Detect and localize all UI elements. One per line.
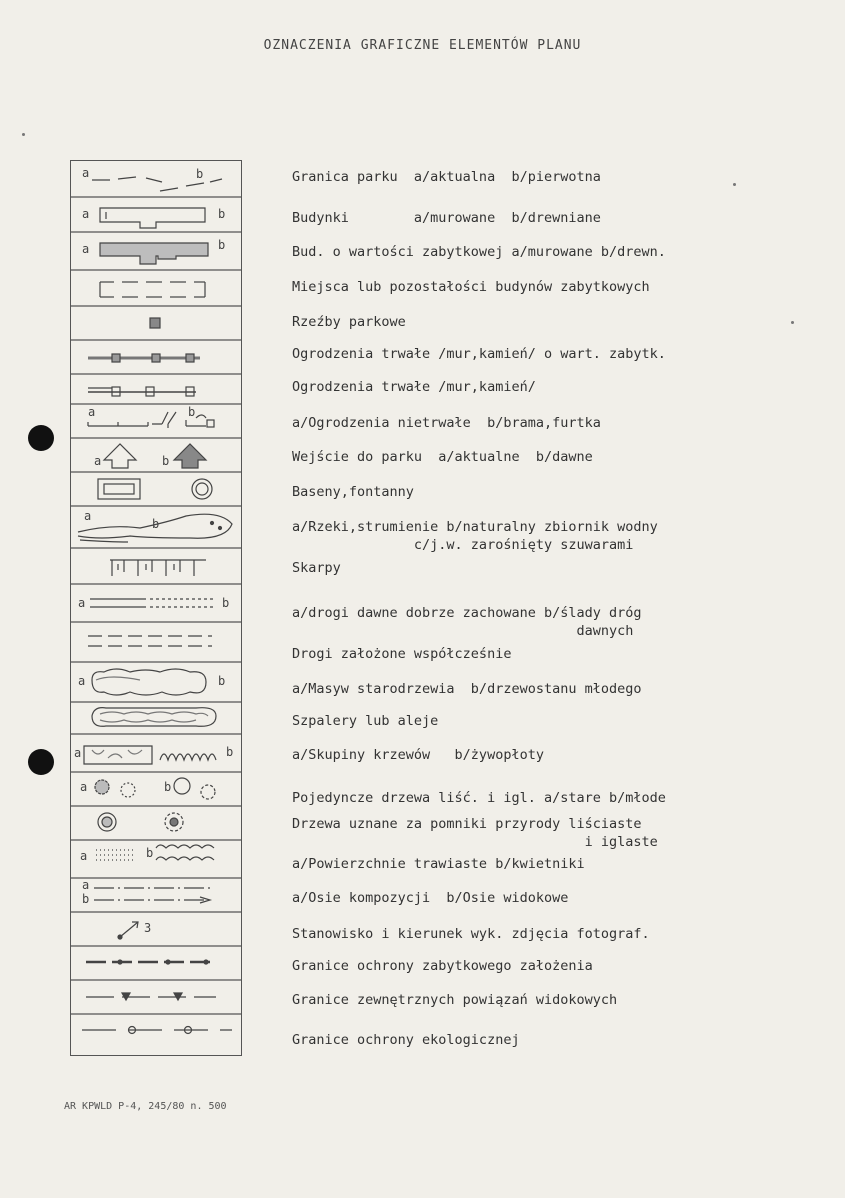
- legend-text-pools: Baseny,fontanny: [292, 484, 414, 500]
- symbol-lawns-flowerbeds: [80, 845, 214, 863]
- symbol-escarpments: [110, 560, 206, 576]
- paper-speck: [22, 133, 25, 136]
- svg-text:b: b: [146, 846, 154, 860]
- paper-speck: [791, 321, 794, 324]
- svg-text:a: a: [80, 849, 88, 863]
- legend-text-permanent-fence: Ogrodzenia trwałe /mur,kamień/: [292, 379, 536, 395]
- svg-text:b: b: [162, 454, 170, 468]
- svg-text:a: a: [84, 509, 92, 523]
- symbol-sculptures: [150, 318, 160, 328]
- symbol-pools-fountains: [98, 479, 212, 499]
- symbol-view-boundary: [86, 993, 216, 1000]
- legend-text-old-roads: a/drogi dawne dobrze zachowane b/ślady dróg dawnych: [292, 605, 642, 639]
- page-title: OZNACZENIA GRAFICZNE ELEMENTÓW PLANU: [263, 38, 582, 53]
- paper-speck: [733, 183, 736, 186]
- symbol-photo-position: [118, 921, 151, 939]
- footer-stamp: AR KPWLD P-4, 245/80 n. 500: [64, 1101, 227, 1112]
- legend-text-escarpments: Skarpy: [292, 560, 341, 576]
- legend-text-axes: a/Osie kompozycji b/Osie widokowe: [292, 890, 569, 906]
- legend-text-park-entrance: Wejście do parku a/aktualne b/dawne: [292, 449, 593, 465]
- legend-text-view-boundary: Granice zewnętrznych powiązań widokowych: [292, 992, 618, 1008]
- legend-text-ecological-boundary: Granice ochrony ekologicznej: [292, 1032, 520, 1048]
- svg-text:b: b: [226, 745, 234, 759]
- legend-text-shrubs: a/Skupiny krzewów b/żywopłoty: [292, 747, 544, 763]
- svg-text:a: a: [88, 405, 96, 419]
- legend-text-historic-buildings: Bud. o wartości zabytkowej a/murowane b/drewn.: [292, 244, 666, 260]
- legend-text-lawns: a/Powierzchnie trawiaste b/kwietniki: [292, 856, 585, 872]
- svg-text:3: 3: [144, 921, 152, 935]
- legend-text-historic-fence: Ogrodzenia trwałe /mur,kamień/ o wart. zabytk.: [292, 346, 666, 362]
- symbol-rivers-water: [78, 509, 232, 542]
- svg-text:a: a: [94, 454, 102, 468]
- svg-text:a: a: [82, 242, 90, 256]
- svg-text:a: a: [74, 746, 82, 760]
- svg-text:b: b: [164, 780, 172, 794]
- svg-text:b: b: [188, 405, 196, 419]
- svg-text:a: a: [80, 780, 88, 794]
- symbol-historic-buildings: [82, 238, 225, 264]
- legend-text-photo-position: Stanowisko i kierunek wyk. zdjęcia fotograf.: [292, 926, 650, 942]
- symbol-ecological-boundary: [82, 1027, 232, 1034]
- symbol-buildings: [82, 207, 225, 228]
- symbol-park-entrance: [94, 444, 206, 468]
- svg-text:a: a: [82, 207, 90, 221]
- svg-text:a: a: [78, 596, 86, 610]
- legend-text-monument-trees: Drzewa uznane za pomniki przyrody liściaste i iglaste: [292, 816, 658, 850]
- svg-text:b: b: [218, 238, 226, 252]
- punch-hole-upper: [28, 425, 54, 451]
- symbol-single-trees: [80, 778, 215, 799]
- legend-text-temporary-fence: a/Ogrodzenia nietrwałe b/brama,furtka: [292, 415, 601, 431]
- symbol-modern-roads: [88, 636, 212, 646]
- svg-text:a: a: [82, 166, 90, 180]
- legend-text-modern-roads: Drogi założone współcześnie: [292, 646, 512, 662]
- legend-text-old-trees: a/Masyw starodrzewia b/drzewostanu młodego: [292, 681, 642, 697]
- svg-text:a: a: [78, 674, 86, 688]
- legend-text-rivers: a/Rzeki,strumienie b/naturalny zbiornik wodny c/j.w. zarośnięty szuwarami: [292, 519, 658, 553]
- legend-text-avenues: Szpalery lub aleje: [292, 713, 439, 729]
- legend-text-protection-boundary: Granice ochrony zabytkowego założenia: [292, 958, 593, 974]
- symbol-old-roads: [78, 596, 229, 610]
- legend-text-park-boundary: Granica parku a/aktualna b/pierwotna: [292, 169, 601, 185]
- svg-text:b: b: [222, 596, 230, 610]
- svg-text:b: b: [152, 517, 160, 531]
- symbol-temporary-fence: [88, 405, 214, 428]
- symbol-axes: [82, 878, 210, 906]
- svg-text:b: b: [218, 207, 226, 221]
- symbol-old-tree-stand: [78, 669, 225, 695]
- legend-text-single-trees: Pojedyncze drzewa liść. i igl. a/stare b/młode: [292, 790, 666, 806]
- symbol-historic-fence: [88, 354, 200, 362]
- svg-text:b: b: [196, 167, 204, 181]
- symbol-park-boundary: [82, 166, 222, 191]
- svg-text:b: b: [82, 892, 90, 906]
- svg-text:b: b: [218, 674, 226, 688]
- symbol-building-remains: [100, 282, 205, 297]
- symbol-protection-boundary: [86, 960, 210, 964]
- legend-text-sculptures: Rzeźby parkowe: [292, 314, 406, 330]
- symbol-permanent-fence: [88, 387, 196, 396]
- svg-text:a: a: [82, 878, 90, 892]
- symbol-avenues: [92, 708, 216, 727]
- legend-text-building-remains: Miejsca lub pozostałości budynów zabytkowych: [292, 279, 650, 295]
- punch-hole-lower: [28, 749, 54, 775]
- symbol-shrubs-hedges: [74, 745, 233, 764]
- legend-text-buildings: Budynki a/murowane b/drewniane: [292, 210, 601, 226]
- symbol-monument-trees: [98, 813, 183, 831]
